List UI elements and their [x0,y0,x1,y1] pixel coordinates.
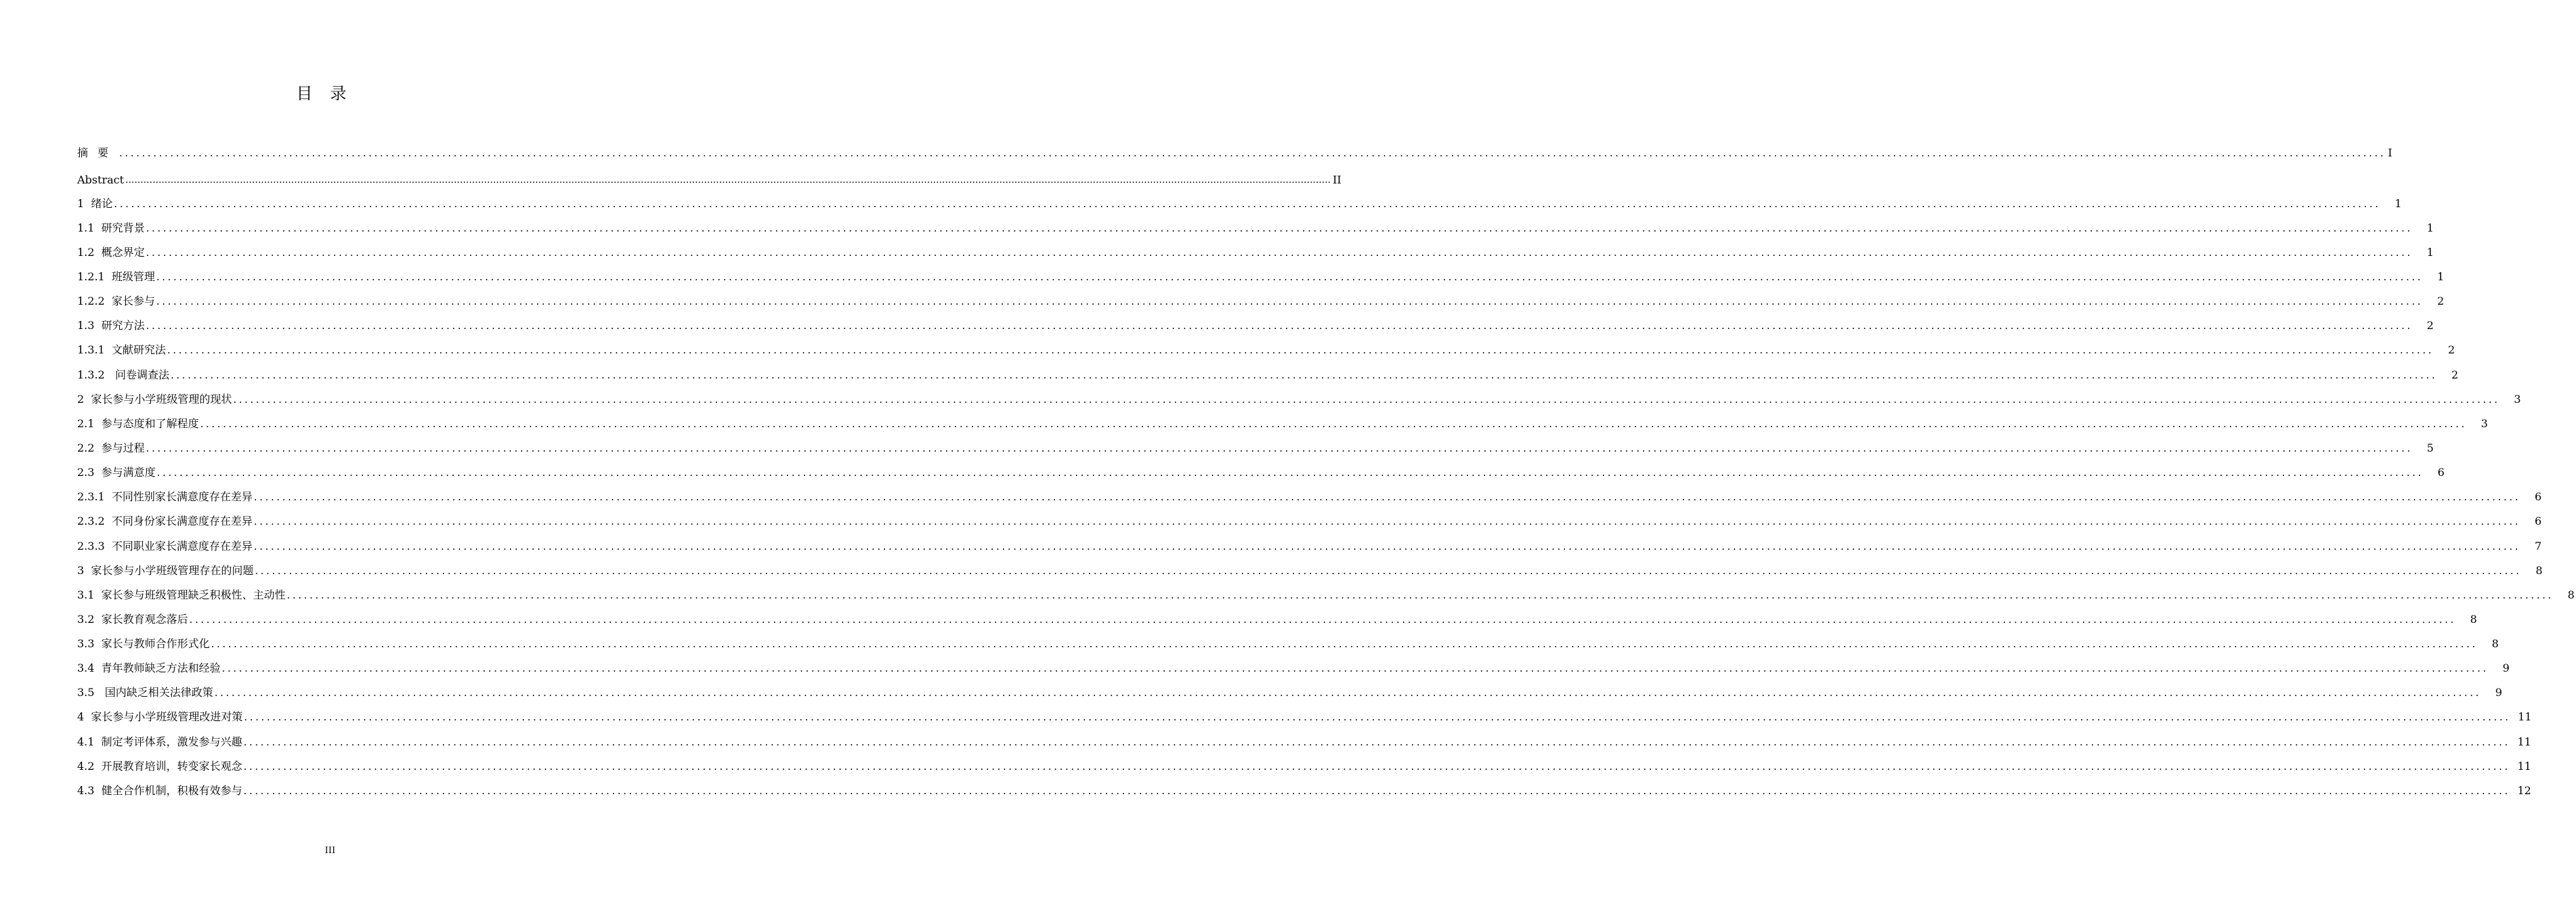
toc-entry[interactable] [77,538,2542,554]
toc-entry-label: 1.3.2 问卷调查法 [77,368,169,381]
toc-entry-label: 4.1 制定考评体系，激发参与兴趣 [77,735,242,748]
toc-entry-label: 摘要 [77,146,119,159]
toc-entry-page: 3 [2514,393,2521,406]
toc-entry[interactable] [77,144,2392,160]
toc-entry[interactable] [77,366,2459,383]
dot-leader: ................................................................................................................................................................................................................................................................................................................................................................................................................ [243,736,2510,748]
toc-entry[interactable] [77,219,2434,236]
toc-entry[interactable] [77,439,2434,456]
toc-entry-page: 11 [2517,760,2531,773]
dot-leader: ................................................................................................................................................................................................................................................................................................................................................................................................................ [114,198,2381,210]
dot-leader: ................................................................................................................................................................................................................................................................................................................................................................................................................ [244,711,2511,723]
toc-entry[interactable] [77,635,2499,651]
toc-entry-page: 5 [2426,441,2434,454]
toc-entry-label: 3.4 青年教师缺乏方法和经验 [77,662,221,674]
dot-leader: ................................................................................................................................................................................................................................................................................................................................................................................................................ [253,540,2521,552]
toc-entry-label: 1.3.1 文献研究法 [77,343,166,356]
dot-leader: ................................................................................................................................................................................................................................................................................................................................................................................................................ [189,613,2456,626]
toc-entry-page: 3 [2481,417,2488,430]
toc-entry-label: 3.3 家长与教师合作形式化 [77,637,210,650]
toc-entry-page: 2 [2426,319,2434,332]
dot-leader: ................................................................................................................................................................................................................................................................................................................................................................................................................ [233,393,2500,406]
dot-leader: ................................................................................................................................................................................................................................................................................................................................................................................................................ [243,785,2510,797]
toc-entry[interactable] [77,317,2434,333]
toc-entry[interactable] [77,415,2488,431]
toc-entry-label: 2.3 参与满意度 [77,466,156,479]
dot-leader: ................................................................................................................................................................................................................................................................................................................................................................................................................ [156,295,2424,307]
toc-entry[interactable] [77,341,2455,358]
toc-entry-page: 1 [2437,270,2445,283]
toc-entry-label: 2.3.3 不同职业家长满意度存在差异 [77,540,253,552]
toc-entry-label: 2 家长参与小学班级管理的现状 [77,393,232,406]
dot-leader: ................................................................................................................................................................................................................................................................................................................................................................................................................ [211,638,2478,650]
toc-entry[interactable] [77,244,2434,260]
dot-leader: ................................................................................................................................................................................................................................................................................................................................................................................................................ [221,662,2489,674]
toc-entry[interactable] [77,171,1341,188]
toc-entry-page: 1 [2395,197,2402,210]
dot-leader: ................................................................................................................................................................................................................................................................................................................................................................................................................ [146,442,2413,454]
toc-entry-page: 11 [2518,710,2532,723]
dot-leader: ................................................................................................................................................................................................................................................................................................................................................................................................................ [156,271,2424,283]
toc-entry-label: 1.2.2 家长参与 [77,295,155,307]
dot-leader: ................................................................................................................................................................................................................................................................................................................................................................................................................ [146,320,2413,332]
toc-entry-label: 2.1 参与态度和了解程度 [77,417,199,430]
toc-entry-label: 3.5 国内缺乏相关法律政策 [77,686,213,699]
toc-entry[interactable] [77,684,2502,700]
toc-entry-page: II [1333,173,1341,186]
toc-entry-page: 2 [2447,343,2455,356]
toc-entry[interactable] [77,733,2531,750]
toc-entry-label: 1.2 概念界定 [77,246,145,259]
toc-entry-page: 2 [2451,368,2459,381]
toc-entry-page: 8 [2491,637,2499,650]
toc-entry-label: 4.2 开展教育培训，转变家长观念 [77,760,242,773]
toc-entry-page: 2 [2437,295,2445,307]
toc-entry[interactable] [77,758,2531,774]
toc-entry-page: 11 [2517,735,2531,748]
dot-leader: ................................................................................................................................................................................................................................................................................................................................................................................................................ [253,491,2521,503]
dot-leader: ................................................................................................................................................................................................................................................................................................................................................................................................................ [200,418,2467,430]
toc-entry-label: 2.2 参与过程 [77,441,145,454]
toc-entry[interactable] [77,464,2445,480]
dot-leader: ................................................................................................................................................................................................................................................................................................................................................................................................................ [146,246,2413,259]
dot-leader: ................................................................................................................................................................................................................................................................................................................................................................................................................ [125,175,1331,186]
toc-entry-label: 1.1 研究背景 [77,221,145,234]
toc-entry-label: 3 家长参与小学班级管理存在的问题 [77,564,254,577]
dot-leader: ................................................................................................................................................................................................................................................................................................................................................................................................................ [253,515,2521,527]
toc-entry-label: 2.3.2 不同身份家长满意度存在差异 [77,515,253,527]
toc-entry-label: 3.1 家长参与班级管理缺乏积极性、主动性 [77,588,286,601]
dot-leader: ................................................................................................................................................................................................................................................................................................................................................................................................................ [243,760,2510,773]
toc-entry-page: 8 [2535,564,2543,577]
toc-entry-page: 1 [2426,221,2434,234]
dot-leader: ................................................................................................................................................................................................................................................................................................................................................................................................................ [214,687,2481,699]
toc-entry[interactable] [77,268,2445,284]
toc-entry[interactable] [77,513,2542,529]
toc-entry[interactable] [77,391,2521,407]
toc-entry[interactable] [77,586,2575,603]
toc-entry-label: 1 绪论 [77,197,113,210]
toc-entry[interactable] [77,488,2542,504]
toc-entry-page: 1 [2426,246,2434,259]
dot-leader: ................................................................................................................................................................................................................................................................................................................................................................................................................ [170,369,2438,381]
toc-entry[interactable] [77,611,2477,627]
toc-entry-page: 7 [2534,540,2542,552]
toc-entry[interactable] [77,782,2531,798]
toc-entry-page: 8 [2470,613,2477,626]
toc-entry-page: 9 [2495,686,2502,699]
dot-leader: ................................................................................................................................................................................................................................................................................................................................................................................................................ [119,147,2386,159]
toc-entry-label: 4 家长参与小学班级管理改进对策 [77,710,243,723]
toc-entry-page: 6 [2534,490,2542,503]
page-title: 目录 [296,84,364,103]
toc-entry-page: 9 [2502,662,2510,674]
toc-entry-label: 1.2.1 班级管理 [77,270,155,283]
page-number-footer: III [324,846,336,856]
toc-entry[interactable] [77,708,2532,724]
toc-entry-label: Abstract [77,173,125,186]
toc-entry[interactable] [77,659,2510,676]
toc-entry-page: I [2388,146,2392,159]
toc-entry-page: 8 [2567,588,2575,601]
toc-entry-label: 1.3 研究方法 [77,319,145,332]
toc-entry-label: 4.3 健全合作机制，积极有效参与 [77,784,242,797]
toc-entry[interactable] [77,195,2402,211]
toc-entry-page: 6 [2437,466,2445,479]
dot-leader: ................................................................................................................................................................................................................................................................................................................................................................................................................ [286,589,2554,601]
dot-leader: ................................................................................................................................................................................................................................................................................................................................................................................................................ [255,565,2522,577]
toc-entry-label: 3.2 家长教育观念落后 [77,613,188,626]
toc-entry-page: 12 [2517,784,2531,797]
toc-entry-label: 2.3.1 不同性别家长满意度存在差异 [77,490,253,503]
toc-entry-page: 6 [2534,515,2542,527]
toc-entry[interactable] [77,292,2445,309]
toc-entry[interactable] [77,562,2543,578]
dot-leader: ................................................................................................................................................................................................................................................................................................................................................................................................................ [156,467,2424,479]
dot-leader: ................................................................................................................................................................................................................................................................................................................................................................................................................ [146,222,2413,234]
dot-leader: ................................................................................................................................................................................................................................................................................................................................................................................................................ [167,344,2434,356]
